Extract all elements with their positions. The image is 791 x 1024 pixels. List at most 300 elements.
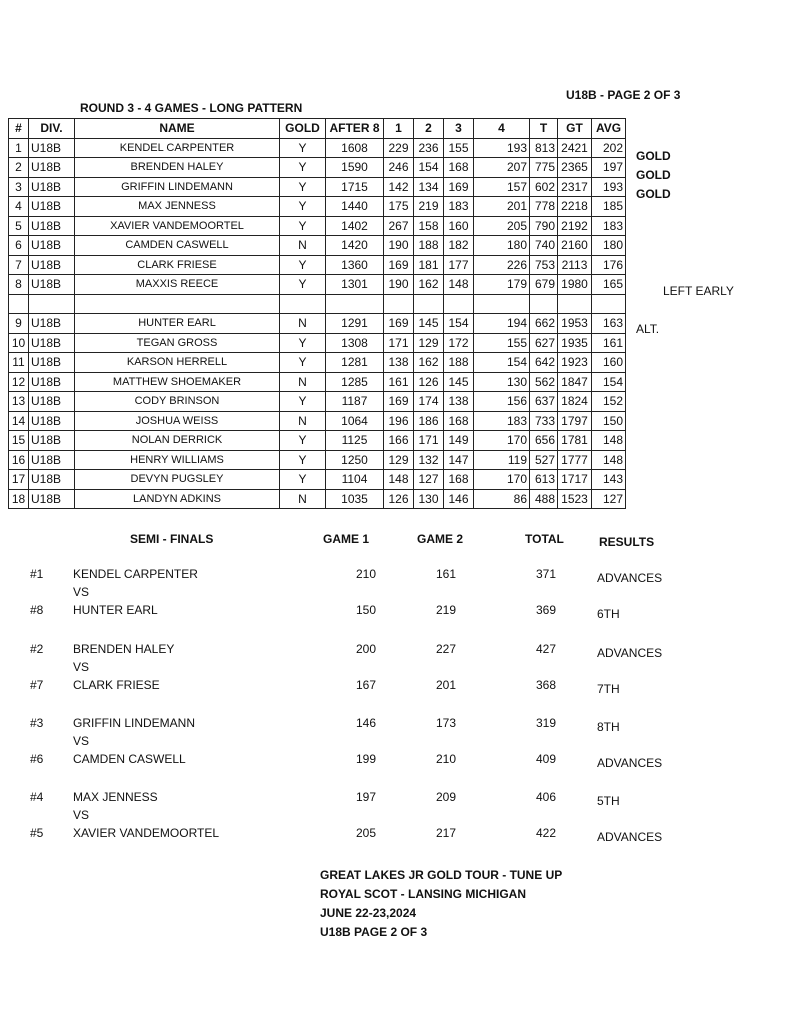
cell-rank: 8	[9, 275, 29, 295]
cell-game2: 130	[414, 489, 444, 509]
cell-total: 753	[530, 255, 558, 275]
cell-division: U18B	[29, 236, 75, 256]
footer-line: U18B PAGE 2 OF 3	[320, 925, 428, 939]
cell-average: 165	[592, 275, 626, 295]
semis-seed: #3	[30, 716, 44, 730]
cell-player-name: XAVIER VANDEMOORTEL	[75, 216, 280, 236]
cell-game1: 196	[384, 411, 414, 431]
cell-division: U18B	[29, 275, 75, 295]
table-row	[9, 158, 626, 178]
cell-after8: 1420	[326, 236, 384, 256]
cell-game2: 126	[414, 372, 444, 392]
cell-game3: 168	[444, 158, 474, 178]
semis-seed: #8	[30, 603, 44, 617]
semis-player-name: KENDEL CARPENTER	[73, 567, 198, 581]
cell-gold: N	[280, 314, 326, 334]
cell-after8: 1402	[326, 216, 384, 236]
cell-division: U18B	[29, 411, 75, 431]
cell-grand-total: 2192	[558, 216, 592, 236]
cell-game1: 267	[384, 216, 414, 236]
cell-gold: N	[280, 411, 326, 431]
cell-game2: 158	[414, 216, 444, 236]
col-header-div: DIV.	[29, 119, 75, 139]
semis-player-name: MAX JENNESS	[73, 790, 158, 804]
cell-empty	[280, 294, 326, 314]
cell-grand-total: 2317	[558, 177, 592, 197]
cell-game1: 161	[384, 372, 414, 392]
cell-player-name: CODY BRINSON	[75, 392, 280, 412]
cell-player-name: MAXXIS REECE	[75, 275, 280, 295]
cell-game1: 190	[384, 236, 414, 256]
cell-rank: 1	[9, 138, 29, 158]
cell-rank: 16	[9, 450, 29, 470]
cell-game2: 181	[414, 255, 444, 275]
cell-game1: 229	[384, 138, 414, 158]
col-header-g4: 4	[474, 119, 530, 139]
col-header-after8: AFTER 8	[326, 119, 384, 139]
cell-player-name: CAMDEN CASWELL	[75, 236, 280, 256]
cell-average: 127	[592, 489, 626, 509]
cell-gold: N	[280, 372, 326, 392]
semis-title: SEMI - FINALS	[130, 532, 214, 546]
cell-rank: 13	[9, 392, 29, 412]
semis-game1-score: 205	[356, 826, 377, 840]
semis-vs-label: VS	[73, 734, 90, 748]
cell-game2: 129	[414, 333, 444, 353]
cell-average: 160	[592, 353, 626, 373]
cell-gold: N	[280, 236, 326, 256]
cell-grand-total: 1923	[558, 353, 592, 373]
cell-game2: 186	[414, 411, 444, 431]
semis-game1-score: 210	[356, 567, 377, 581]
cell-division: U18B	[29, 255, 75, 275]
cell-average: 183	[592, 216, 626, 236]
cell-game3: 149	[444, 431, 474, 451]
semis-game1-score: 200	[356, 642, 377, 656]
semis-game2-score: 227	[436, 642, 457, 656]
semis-result: ADVANCES	[597, 756, 663, 770]
col-header-gold: GOLD	[280, 119, 326, 139]
col-header-name: NAME	[75, 119, 280, 139]
semis-vs-label: VS	[73, 808, 90, 822]
cell-average: 202	[592, 138, 626, 158]
cell-grand-total: 1935	[558, 333, 592, 353]
cell-game1: 129	[384, 450, 414, 470]
semis-total-header: TOTAL	[525, 532, 564, 546]
semis-total-score: 427	[536, 642, 557, 656]
cell-division: U18B	[29, 489, 75, 509]
cell-empty	[444, 294, 474, 314]
cell-game3: 138	[444, 392, 474, 412]
cell-player-name: TEGAN GROSS	[75, 333, 280, 353]
cell-player-name: NOLAN DERRICK	[75, 431, 280, 451]
cell-grand-total: 2365	[558, 158, 592, 178]
cell-after8: 1308	[326, 333, 384, 353]
cell-total: 656	[530, 431, 558, 451]
cell-total: 813	[530, 138, 558, 158]
cell-gold: Y	[280, 275, 326, 295]
cell-game4: 156	[474, 392, 530, 412]
semis-total-score: 422	[536, 826, 557, 840]
semis-game1-score: 197	[356, 790, 377, 804]
cell-grand-total: 1781	[558, 431, 592, 451]
table-row	[9, 177, 626, 197]
cell-game4: 119	[474, 450, 530, 470]
cell-game2: 188	[414, 236, 444, 256]
semis-total-score: 371	[536, 567, 557, 581]
cell-gold: Y	[280, 450, 326, 470]
cell-after8: 1035	[326, 489, 384, 509]
table-row	[9, 372, 626, 392]
note-left-early: LEFT EARLY	[663, 284, 734, 298]
cell-grand-total: 1847	[558, 372, 592, 392]
cell-game4: 193	[474, 138, 530, 158]
cell-division: U18B	[29, 177, 75, 197]
semis-total-score: 368	[536, 678, 557, 692]
cell-division: U18B	[29, 353, 75, 373]
semis-game2-score: 173	[436, 716, 457, 730]
cell-grand-total: 2160	[558, 236, 592, 256]
cell-game3: 148	[444, 275, 474, 295]
cell-game4: 201	[474, 197, 530, 217]
cell-rank: 3	[9, 177, 29, 197]
cell-gold: Y	[280, 353, 326, 373]
cell-player-name: BRENDEN HALEY	[75, 158, 280, 178]
semis-seed: #6	[30, 752, 44, 766]
footer-line: ROYAL SCOT - LANSING MICHIGAN	[320, 887, 527, 901]
cell-game4: 194	[474, 314, 530, 334]
cell-game4: 226	[474, 255, 530, 275]
semis-seed: #4	[30, 790, 44, 804]
cell-gold: Y	[280, 158, 326, 178]
cell-gold: Y	[280, 392, 326, 412]
cell-total: 602	[530, 177, 558, 197]
cell-game1: 126	[384, 489, 414, 509]
semis-seed: #2	[30, 642, 44, 656]
col-header-g3: 3	[444, 119, 474, 139]
cell-game4: 86	[474, 489, 530, 509]
cell-division: U18B	[29, 431, 75, 451]
cell-grand-total: 2421	[558, 138, 592, 158]
semis-game1-score: 150	[356, 603, 377, 617]
cell-game1: 169	[384, 314, 414, 334]
cell-game4: 170	[474, 431, 530, 451]
col-header-avg: AVG	[592, 119, 626, 139]
cell-empty	[75, 294, 280, 314]
table-row	[9, 314, 626, 334]
cell-empty	[384, 294, 414, 314]
table-row-spacer	[9, 294, 626, 314]
table-row	[9, 353, 626, 373]
table-row	[9, 333, 626, 353]
semis-player-name: HUNTER EARL	[73, 603, 158, 617]
cell-gold: Y	[280, 333, 326, 353]
cell-division: U18B	[29, 372, 75, 392]
cell-rank: 11	[9, 353, 29, 373]
semis-game1-score: 167	[356, 678, 377, 692]
cell-total: 733	[530, 411, 558, 431]
table-row	[9, 470, 626, 490]
table-row	[9, 197, 626, 217]
cell-gold: Y	[280, 138, 326, 158]
cell-rank: 17	[9, 470, 29, 490]
cell-total: 627	[530, 333, 558, 353]
semis-seed: #7	[30, 678, 44, 692]
cell-game4: 180	[474, 236, 530, 256]
cell-game3: 168	[444, 470, 474, 490]
semis-result: 7TH	[597, 682, 620, 696]
cell-game2: 162	[414, 275, 444, 295]
cell-grand-total: 1953	[558, 314, 592, 334]
cell-grand-total: 1980	[558, 275, 592, 295]
cell-total: 488	[530, 489, 558, 509]
cell-game4: 155	[474, 333, 530, 353]
semis-result: 5TH	[597, 794, 620, 808]
cell-game4: 170	[474, 470, 530, 490]
semis-player-name: CAMDEN CASWELL	[73, 752, 186, 766]
cell-player-name: HUNTER EARL	[75, 314, 280, 334]
cell-game1: 175	[384, 197, 414, 217]
cell-game1: 166	[384, 431, 414, 451]
col-header-rank: #	[9, 119, 29, 139]
semis-game2-score: 161	[436, 567, 457, 581]
cell-total: 662	[530, 314, 558, 334]
cell-game1: 138	[384, 353, 414, 373]
cell-game2: 145	[414, 314, 444, 334]
cell-empty	[9, 294, 29, 314]
cell-grand-total: 2113	[558, 255, 592, 275]
cell-game3: 183	[444, 197, 474, 217]
semis-total-score: 406	[536, 790, 557, 804]
col-header-gt: GT	[558, 119, 592, 139]
cell-player-name: LANDYN ADKINS	[75, 489, 280, 509]
cell-average: 161	[592, 333, 626, 353]
cell-rank: 10	[9, 333, 29, 353]
cell-game4: 157	[474, 177, 530, 197]
cell-rank: 5	[9, 216, 29, 236]
cell-game4: 179	[474, 275, 530, 295]
table-row	[9, 392, 626, 412]
cell-grand-total: 2218	[558, 197, 592, 217]
cell-game3: 154	[444, 314, 474, 334]
cell-game4: 154	[474, 353, 530, 373]
cell-rank: 4	[9, 197, 29, 217]
cell-grand-total: 1523	[558, 489, 592, 509]
cell-game2: 174	[414, 392, 444, 412]
cell-gold: N	[280, 489, 326, 509]
cell-after8: 1104	[326, 470, 384, 490]
standings-body	[9, 138, 626, 509]
cell-gold: Y	[280, 255, 326, 275]
cell-game2: 134	[414, 177, 444, 197]
cell-empty	[592, 294, 626, 314]
cell-after8: 1301	[326, 275, 384, 295]
table-row	[9, 138, 626, 158]
cell-empty	[29, 294, 75, 314]
cell-player-name: MAX JENNESS	[75, 197, 280, 217]
cell-grand-total: 1797	[558, 411, 592, 431]
cell-division: U18B	[29, 314, 75, 334]
cell-rank: 6	[9, 236, 29, 256]
cell-average: 197	[592, 158, 626, 178]
cell-game1: 190	[384, 275, 414, 295]
cell-after8: 1715	[326, 177, 384, 197]
cell-division: U18B	[29, 450, 75, 470]
note-alternate: ALT.	[636, 322, 660, 336]
semis-player-name: GRIFFIN LINDEMANN	[73, 716, 196, 730]
note-gold: GOLD	[636, 168, 671, 182]
semis-player-name: CLARK FRIESE	[73, 678, 160, 692]
cell-total: 637	[530, 392, 558, 412]
cell-player-name: JOSHUA WEISS	[75, 411, 280, 431]
cell-average: 180	[592, 236, 626, 256]
cell-player-name: KARSON HERRELL	[75, 353, 280, 373]
cell-rank: 12	[9, 372, 29, 392]
cell-game4: 207	[474, 158, 530, 178]
cell-game4: 130	[474, 372, 530, 392]
semis-seed: #5	[30, 826, 44, 840]
cell-empty	[326, 294, 384, 314]
semis-vs-label: VS	[73, 660, 90, 674]
semis-game2-score: 209	[436, 790, 457, 804]
cell-empty	[530, 294, 558, 314]
cell-after8: 1608	[326, 138, 384, 158]
cell-after8: 1590	[326, 158, 384, 178]
cell-rank: 15	[9, 431, 29, 451]
semis-player-name: BRENDEN HALEY	[73, 642, 175, 656]
cell-player-name: DEVYN PUGSLEY	[75, 470, 280, 490]
semis-game1-header: GAME 1	[323, 532, 370, 546]
cell-after8: 1291	[326, 314, 384, 334]
cell-after8: 1285	[326, 372, 384, 392]
cell-game3: 177	[444, 255, 474, 275]
cell-player-name: HENRY WILLIAMS	[75, 450, 280, 470]
cell-gold: Y	[280, 177, 326, 197]
cell-average: 176	[592, 255, 626, 275]
cell-average: 193	[592, 177, 626, 197]
semis-total-score: 409	[536, 752, 557, 766]
semis-game2-score: 210	[436, 752, 457, 766]
cell-player-name: MATTHEW SHOEMAKER	[75, 372, 280, 392]
cell-total: 790	[530, 216, 558, 236]
cell-after8: 1064	[326, 411, 384, 431]
cell-total: 778	[530, 197, 558, 217]
table-row	[9, 216, 626, 236]
cell-rank: 14	[9, 411, 29, 431]
cell-after8: 1440	[326, 197, 384, 217]
cell-game3: 168	[444, 411, 474, 431]
cell-rank: 2	[9, 158, 29, 178]
cell-game2: 132	[414, 450, 444, 470]
cell-gold: Y	[280, 216, 326, 236]
col-header-total: T	[530, 119, 558, 139]
standings-table	[8, 118, 626, 509]
semis-game2-score: 217	[436, 826, 457, 840]
table-row	[9, 236, 626, 256]
cell-game4: 205	[474, 216, 530, 236]
semis-result: 8TH	[597, 720, 620, 734]
cell-rank: 9	[9, 314, 29, 334]
cell-average: 152	[592, 392, 626, 412]
cell-empty	[474, 294, 530, 314]
table-header-row	[9, 119, 626, 139]
cell-average: 163	[592, 314, 626, 334]
cell-after8: 1125	[326, 431, 384, 451]
cell-grand-total: 1777	[558, 450, 592, 470]
cell-gold: Y	[280, 197, 326, 217]
semis-vs-label: VS	[73, 585, 90, 599]
footer-line: GREAT LAKES JR GOLD TOUR - TUNE UP	[320, 868, 563, 882]
cell-game3: 169	[444, 177, 474, 197]
cell-game2: 127	[414, 470, 444, 490]
cell-division: U18B	[29, 216, 75, 236]
semis-game2-score: 219	[436, 603, 457, 617]
cell-total: 527	[530, 450, 558, 470]
table-row	[9, 275, 626, 295]
cell-game3: 145	[444, 372, 474, 392]
cell-average: 148	[592, 431, 626, 451]
cell-game4: 183	[474, 411, 530, 431]
semis-game1-score: 146	[356, 716, 377, 730]
table-row	[9, 255, 626, 275]
cell-total: 613	[530, 470, 558, 490]
semis-result: 6TH	[597, 607, 620, 621]
cell-game2: 236	[414, 138, 444, 158]
cell-grand-total: 1824	[558, 392, 592, 412]
cell-after8: 1187	[326, 392, 384, 412]
cell-game3: 146	[444, 489, 474, 509]
cell-division: U18B	[29, 470, 75, 490]
note-gold: GOLD	[636, 149, 671, 163]
cell-game3: 182	[444, 236, 474, 256]
semis-total-score: 319	[536, 716, 557, 730]
cell-total: 562	[530, 372, 558, 392]
cell-game3: 147	[444, 450, 474, 470]
cell-division: U18B	[29, 158, 75, 178]
cell-game1: 169	[384, 255, 414, 275]
cell-gold: Y	[280, 431, 326, 451]
cell-game1: 171	[384, 333, 414, 353]
semis-result: ADVANCES	[597, 830, 663, 844]
col-header-g1: 1	[384, 119, 414, 139]
cell-player-name: CLARK FRIESE	[75, 255, 280, 275]
cell-grand-total: 1717	[558, 470, 592, 490]
table-row	[9, 431, 626, 451]
semis-game1-score: 199	[356, 752, 377, 766]
cell-total: 642	[530, 353, 558, 373]
cell-empty	[558, 294, 592, 314]
cell-after8: 1250	[326, 450, 384, 470]
cell-average: 154	[592, 372, 626, 392]
cell-game3: 155	[444, 138, 474, 158]
cell-after8: 1360	[326, 255, 384, 275]
cell-rank: 7	[9, 255, 29, 275]
semis-player-name: XAVIER VANDEMOORTEL	[73, 826, 220, 840]
semis-result: ADVANCES	[597, 571, 663, 585]
semis-seed: #1	[30, 567, 44, 581]
semis-game2-score: 201	[436, 678, 457, 692]
cell-game3: 172	[444, 333, 474, 353]
note-gold: GOLD	[636, 187, 671, 201]
cell-game1: 246	[384, 158, 414, 178]
cell-game1: 142	[384, 177, 414, 197]
cell-game2: 154	[414, 158, 444, 178]
cell-game3: 160	[444, 216, 474, 236]
footer-line: JUNE 22-23,2024	[320, 906, 417, 920]
cell-rank: 18	[9, 489, 29, 509]
cell-game3: 188	[444, 353, 474, 373]
semis-result: ADVANCES	[597, 646, 663, 660]
